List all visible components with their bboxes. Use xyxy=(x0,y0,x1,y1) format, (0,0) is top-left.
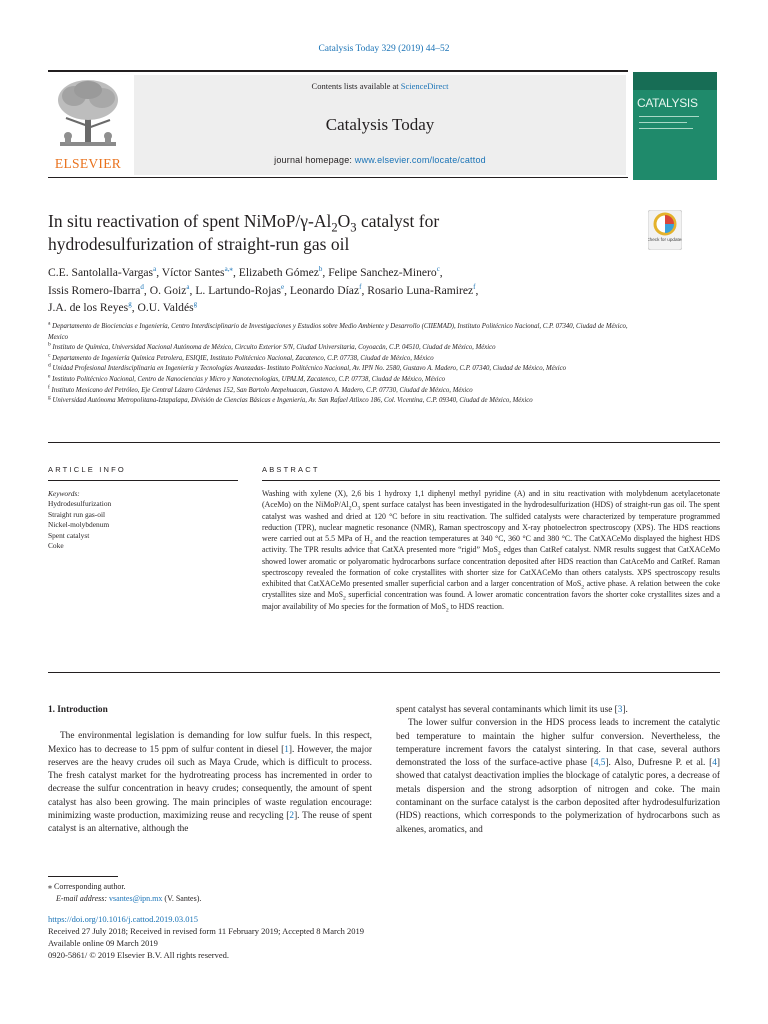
banner-panel xyxy=(134,75,626,175)
journal-banner xyxy=(48,70,628,178)
affiliation-item xyxy=(48,354,648,365)
affiliation-text: Unidad Profesional Interdisciplinaria en Ingeniería y Tecnologías Avanzadas- Instituto Politécnico Nacional, Av. IPN No. 2580, Gustavo A. Madero, C.P. 07340, Ciudad de México, México xyxy=(52,365,566,373)
title-subscript: 3 xyxy=(350,220,357,235)
author-name[interactable]: J.A. de los Reyes xyxy=(48,301,129,314)
journal-reference[interactable]: Catalysis Today 329 (2019) 44–52 xyxy=(318,44,450,54)
keywords-heading: Keywords: xyxy=(48,489,80,498)
received-dates: Received 27 July 2018; Received in revised form 11 February 2019; Accepted 8 March 2019 xyxy=(48,926,364,936)
elsevier-tree-logo xyxy=(48,76,128,176)
affiliation-text: Departamento de Biociencias e Ingeniería, Centro Interdisciplinario de Investigaciones y Estudios sobre Medio Ambiente y Desarrollo (CIIEMAD), Instituto Politécnico Nacional, C.P. 07340, Ciudad de México, Mexico xyxy=(48,323,628,341)
body-column-left xyxy=(48,704,372,837)
reference-link[interactable]: 3 xyxy=(617,705,623,715)
journal-homepage xyxy=(134,155,626,165)
affiliation-text: Instituto de Química, Universidad Nacional Autónoma de México, Circuito Exterior S/N, Ciudad Universitaria, Coyoacán, C.P. 04510, Ciudad de México, México xyxy=(52,344,496,352)
title-subscript: 2 xyxy=(331,220,338,235)
affiliation-marker[interactable]: b xyxy=(318,265,323,274)
affiliation-key: b xyxy=(48,341,51,348)
author-name[interactable]: Issis Romero-Ibarra xyxy=(48,283,141,297)
body-paragraph: The lower sulfur conversion in the HDS process leads to increment the catalytic bed temperature to maintain the higher sulfur conversion. Nevertheless, the temperature increment favors the catalyst sintering. In that case, several authors demonstrated the loss of the surface-active phase [4,5]. Also, Dufresne P. et al. [4] showed that catalyst deactivation implies the blockage of catalytic pores, a decrease of metals dispersion and the strong adsorption of nitrogen and coke. The main contaminant on the surface catalyst is the carbon deposited after hydrodesulfurization (HDS) reactions, which corresponds to the polymerization of hydrocarbons such as alkenes, aromatics, and xyxy=(396,718,721,835)
contents-prefix: Contents lists available at xyxy=(311,81,401,91)
doi-link[interactable]: https://doi.org/10.1016/j.cattod.2019.03.015 xyxy=(48,914,199,924)
affiliation-marker[interactable]: a xyxy=(186,282,190,291)
check-for-updates-badge[interactable] xyxy=(648,210,682,250)
journal-title: Catalysis Today xyxy=(325,115,435,134)
affiliation-key: c xyxy=(48,352,51,359)
title-text: catalyst for xyxy=(356,211,440,231)
affiliation-text: Instituto Politécnico Nacional, Centro de Nanociencias y Micro y Nanotecnologías, UPALM, Zacatenco, C.P. 07738, Ciudad de México, México xyxy=(52,375,445,383)
tree-illustration-icon xyxy=(48,76,128,152)
crossmark-label-text: Check for updates xyxy=(648,237,682,242)
affiliation-key: d xyxy=(48,363,51,370)
body-paragraph: spent catalyst has several contaminants which limit its use [3]. xyxy=(396,705,628,715)
affiliation-item xyxy=(48,322,648,343)
crossmark-icon xyxy=(648,210,682,250)
affiliation-marker[interactable]: g xyxy=(128,300,132,309)
affiliation-marker[interactable]: a xyxy=(153,265,157,274)
author-list xyxy=(48,264,648,317)
body-paragraph: The environmental legislation is demanding for low sulfur fuels. In this respect, Mexico has to decrease to 15 ppm of sulfur content in diesel [1]. However, the major reserves are the heavy crudes oil such as Maya Crude, which is difficult to process. The fresh catalyst market for the hydrotreating process has incremented in order to decrease the sulfur concentration in heavy crudes; consequently, the amount of spent catalyst has also been growing. The main principles of waste regulation encourage: minimizing waste production, maximizing reuse and recycling [2]. The reuse of spent catalyst is an alternative, although the xyxy=(48,731,373,835)
email-link[interactable]: vsantes@ipn.mx xyxy=(109,894,163,903)
author-name[interactable]: C.E. Santolalla-Vargas xyxy=(48,266,154,279)
title-text: In situ reactivation of spent NiMoP/γ-Al xyxy=(48,211,332,231)
keyword-item[interactable]: Spent catalyst xyxy=(48,530,90,540)
affiliation-key: e xyxy=(48,373,51,380)
homepage-label: journal homepage: xyxy=(274,155,355,165)
divider xyxy=(262,480,720,481)
abstract-text: Washing with xylene (X), 2,6 bis 1 hydroxy 1,1 diphenyl methyl pyridine (A) and in situ reactivation with molybdenum acetylacetonate (AceMo) on the NiMoP/$Al_2O_3$ spent surface catalyst has been investigated in the hydrodesulfurization (HDS) of straight-run gas oil. The spent catalyst was washed and dried at 120 °C before in situ reactivation. The sulfided catalysts were characterized by temperature programmed reduction (TPR), nuclear magnetic resonance (NMR), Raman spectroscopy and X-ray photoelectron spectroscopy (XPS). The HDS reactions were carried out at 5.5 MPa of $H_2$ and the reaction temperatures at 340 °C, 360 °C and 380 °C. The CatXACeMo displayed the highest HDS activity. The TPR results advice that CatXA presented more “rigid” MoS$_2$ edges than CatRef catalyst. NMR results suggest that CatXACeMo showed lower aromatic or polyaromatic hydrocarbons surface concentration deposited after HDS reaction than CatAceMo and CatRef. Raman spectroscopy revealed the formation of coke crystallites with shorter size for CatXACeMo than others catalysts. XPS spectroscopy results exhibited that CatXACeMo presented smaller superficial carbon and a larger concentration of MoS$_2$ active phase. A relation between the coke crystallites size and MoS$_2$ superficial concentration was found. A lower aromatic concentration favors the shorter coke crystallites sizes and a major availability of Mo species for the formation of MoS$_2$ to HDS reaction. xyxy=(262,489,720,614)
crossmark-label xyxy=(648,237,682,242)
abstract-heading: ABSTRACT xyxy=(262,465,320,474)
affiliation-item xyxy=(48,375,648,386)
divider xyxy=(48,672,720,673)
affiliation-item xyxy=(48,396,648,407)
affiliation-key: a xyxy=(48,320,51,327)
reference-link[interactable]: 1 xyxy=(284,744,289,755)
author-name[interactable]: Felipe Sanchez-Minero xyxy=(328,266,437,279)
author-line: J.A. de los Reyes$^g$, O.U. Valdés$^g$ xyxy=(48,300,198,314)
article-info-heading: ARTICLE INFO xyxy=(48,465,126,474)
keywords-block xyxy=(48,489,238,551)
author-name[interactable]: O. Goiz xyxy=(149,283,187,297)
contents-line xyxy=(134,81,626,91)
keyword-item[interactable]: Nickel-molybdenum xyxy=(48,520,110,530)
sciencedirect-link[interactable]: ScienceDirect xyxy=(400,81,449,91)
section-heading: 1. Introduction xyxy=(48,705,108,715)
body-column-right xyxy=(396,704,720,837)
email-note: E-mail address: vsantes@ipn.mx (V. Santes). xyxy=(56,894,202,903)
reference-link[interactable]: 4 xyxy=(712,758,717,769)
cover-title: CATALYSIS xyxy=(637,96,698,110)
affiliation-marker[interactable]: c xyxy=(436,265,440,274)
article-title xyxy=(48,210,618,256)
affiliations xyxy=(48,322,648,407)
affiliation-text: Instituto Mexicano del Petróleo, Eje Central Lázaro Cárdenas 152, San Bartolo Atepehuacan, Gustavo A. Madero, C.P. 07730, Ciudad de México, México xyxy=(51,386,473,394)
homepage-link[interactable]: www.elsevier.com/locate/cattod xyxy=(354,155,486,165)
affiliation-marker[interactable]: e xyxy=(280,282,285,291)
affiliation-text: Departamento de Ingeniería Química Petrolera, ESIQIE, Instituto Politécnico Nacional, Zacatenco, C.P. 07738, Ciudad de México, México xyxy=(52,354,434,362)
title-text: hydrodesulfurization of straight-run gas oil xyxy=(48,234,350,254)
publisher-logo-text: ELSEVIER xyxy=(54,156,122,171)
affiliation-key: f xyxy=(48,384,50,391)
divider xyxy=(48,442,720,443)
title-text: O xyxy=(337,211,351,231)
author-name[interactable]: Leonardo Díaz xyxy=(289,283,360,297)
author-line: C.E. Santolalla-Vargas$^a$, Víctor Santes$^{a,⁎}$, Elizabeth Gómez$^b$, Felipe Sanchez-Minero$^c$, xyxy=(48,265,443,279)
keyword-item[interactable]: Coke xyxy=(48,541,64,551)
cover-line xyxy=(639,122,687,123)
keyword-item[interactable]: Hydrodesulfurization xyxy=(48,499,112,509)
author-name[interactable]: L. Lartundo-Rojas xyxy=(195,283,281,297)
affiliation-marker[interactable]: d xyxy=(140,282,144,291)
corresponding-author-note: ⁎ Corresponding author. xyxy=(48,882,126,891)
affiliation-item xyxy=(48,364,648,375)
author-name[interactable]: O.U. Valdés xyxy=(137,301,194,314)
affiliation-marker[interactable]: f xyxy=(359,282,362,291)
copyright: 0920-5861/ © 2019 Elsevier B.V. All rights reserved. xyxy=(48,950,230,960)
divider xyxy=(48,480,238,481)
affiliation-key: g xyxy=(48,394,51,401)
cover-line xyxy=(639,116,699,117)
keyword-item[interactable]: Straight run gas-oil xyxy=(48,509,106,519)
footnote-divider xyxy=(48,876,118,877)
cover-line xyxy=(639,128,693,129)
affiliation-item xyxy=(48,386,648,397)
footnote xyxy=(48,881,388,905)
author-name[interactable]: Rosario Luna-Ramirez xyxy=(367,283,474,297)
front-matter xyxy=(48,913,548,961)
reference-link[interactable]: 4,5 xyxy=(593,758,606,769)
reference-link[interactable]: 2 xyxy=(289,811,295,822)
author-name[interactable]: Víctor Santes xyxy=(161,266,225,279)
affiliation-marker[interactable]: f xyxy=(473,282,476,291)
journal-cover-thumbnail[interactable] xyxy=(633,72,717,180)
author-name[interactable]: Elizabeth Gómez xyxy=(238,266,319,279)
available-online: Available online 09 March 2019 xyxy=(48,938,158,948)
affiliation-marker[interactable]: g xyxy=(193,300,198,309)
affiliation-text: Universidad Autónoma Metropolitana-Iztapalapa, División de Ciencias Básicas e Ingeniería, Av. San Rafael Atlixco 186, Col. Vicentina, C.P. 09340, Ciudad de México, México xyxy=(52,397,533,405)
affiliation-marker[interactable]: a,⁎ xyxy=(224,265,233,274)
affiliation-item xyxy=(48,343,648,354)
author-line: Issis Romero-Ibarra$^d$, O. Goiz$^a$, L. Lartundo-Rojas$^e$, Leonardo Díaz$^f$, Rosario Luna-Ramirez$^f$, xyxy=(48,282,479,297)
cover-band xyxy=(633,72,717,90)
